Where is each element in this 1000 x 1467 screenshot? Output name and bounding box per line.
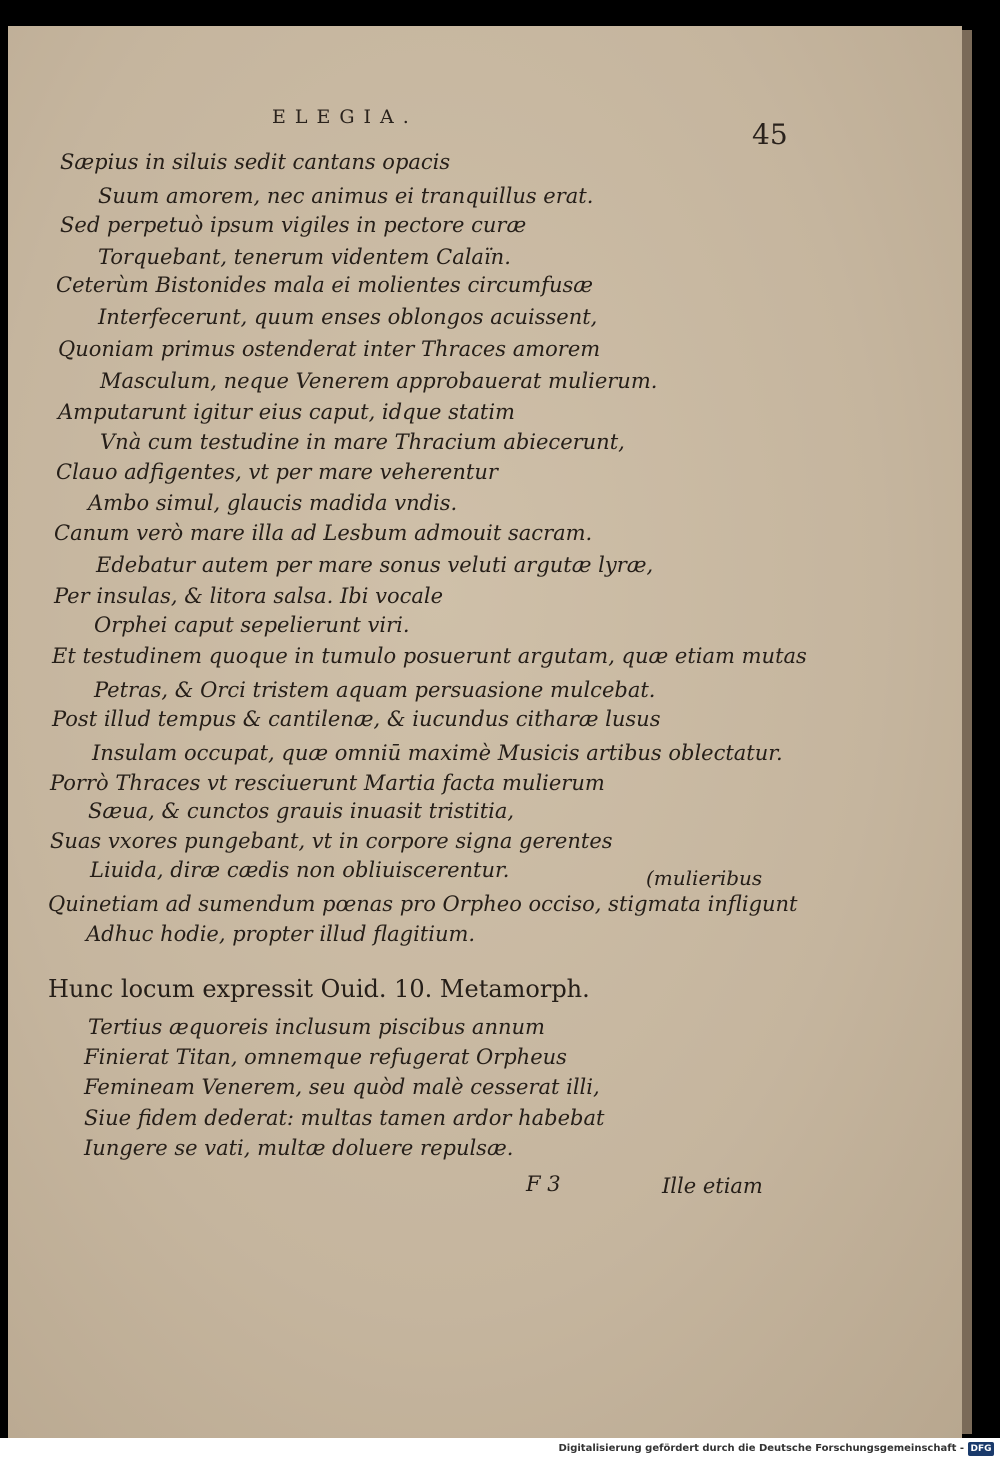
quote-line: Finierat Titan, omnemque refugerat Orpheus [84,1045,567,1069]
running-head: ELEGIA. [272,106,418,128]
text-line: Suum amorem, nec animus ei tranquillus erat. [98,184,594,208]
quote-line: Siue fidem dederat: multas tamen ardor habebat [84,1106,605,1130]
text-line: Petras, & Orci tristem aquam persuasione mulcebat. [94,678,656,702]
text-line: Amputarunt igitur eius caput, idque statim [58,400,515,424]
text-line: Vnà cum testudine in mare Thracium abiecerunt, [100,430,625,454]
footer-credit: Digitalisierung gefördert durch die Deutsche Forschungsgemeinschaft - [558,1443,964,1454]
margin-note: (mulieribus [646,866,763,890]
quote-line: Iungere se vati, multæ doluere repulsæ. [84,1136,514,1160]
signature-mark: F 3 [526,1172,561,1196]
dfg-logo-icon: DFG [968,1442,994,1456]
text-line: Suas vxores pungebant, vt in corpore signa gerentes [50,829,613,853]
text-line: Sæpius in siluis sedit cantans opacis [60,150,451,174]
text-line: Orphei caput sepelierunt viri. [94,613,410,637]
text-line: Interfecerunt, quum enses oblongos acuissent, [98,305,598,329]
footer-bar [0,1438,1000,1467]
quote-line: Tertius æquoreis inclusum piscibus annum [88,1015,545,1039]
text-line: Clauo adfigentes, vt per mare veherentur [56,460,498,484]
text-line: Masculum, neque Venerem approbauerat mulierum. [100,369,658,393]
text-line: Quinetiam ad sumendum pœnas pro Orpheo occiso, stigmata infligunt [48,892,798,916]
text-line: Per insulas, & litora salsa. Ibi vocale [54,584,444,608]
text-line: Porrò Thraces vt resciuerunt Martia facta mulierum [50,771,605,795]
text-line: Edebatur autem per mare sonus veluti argutæ lyræ, [96,553,654,577]
text-line: Liuida, diræ cædis non obliuiscerentur. [90,858,510,882]
text-line: Post illud tempus & cantilenæ, & iucundus citharæ lusus [52,707,661,731]
quote-line: Femineam Venerem, seu quòd malè cesserat illi, [84,1075,600,1099]
book-page [8,26,962,1438]
catchword: Ille etiam [662,1174,763,1198]
text-line: Sæua, & cunctos grauis inuasit tristitia, [88,799,515,823]
page-edge [962,30,972,1434]
text-line: Ambo simul, glaucis madida vndis. [88,491,458,515]
text-line: Ceterùm Bistonides mala ei molientes circumfusæ [56,273,594,297]
text-line: Torquebant, tenerum videntem Calaïn. [98,245,511,269]
text-line: Sed perpetuò ipsum vigiles in pectore curæ [60,213,527,237]
text-line: Insulam occupat, quæ omniū maximè Musicis artibus oblectatur. [92,741,783,765]
commentary-heading: Hunc locum expressit Ouid. 10. Metamorph. [48,975,590,1003]
text-line: Adhuc hodie, propter illud flagitium. [86,922,476,946]
page-number: 45 [752,118,788,151]
text-line: Et testudinem quoque in tumulo posuerunt argutam, quæ etiam mutas [52,644,807,668]
text-line: Quoniam primus ostenderat inter Thraces amorem [58,337,601,361]
text-line: Canum verò mare illa ad Lesbum admouit sacram. [54,521,593,545]
